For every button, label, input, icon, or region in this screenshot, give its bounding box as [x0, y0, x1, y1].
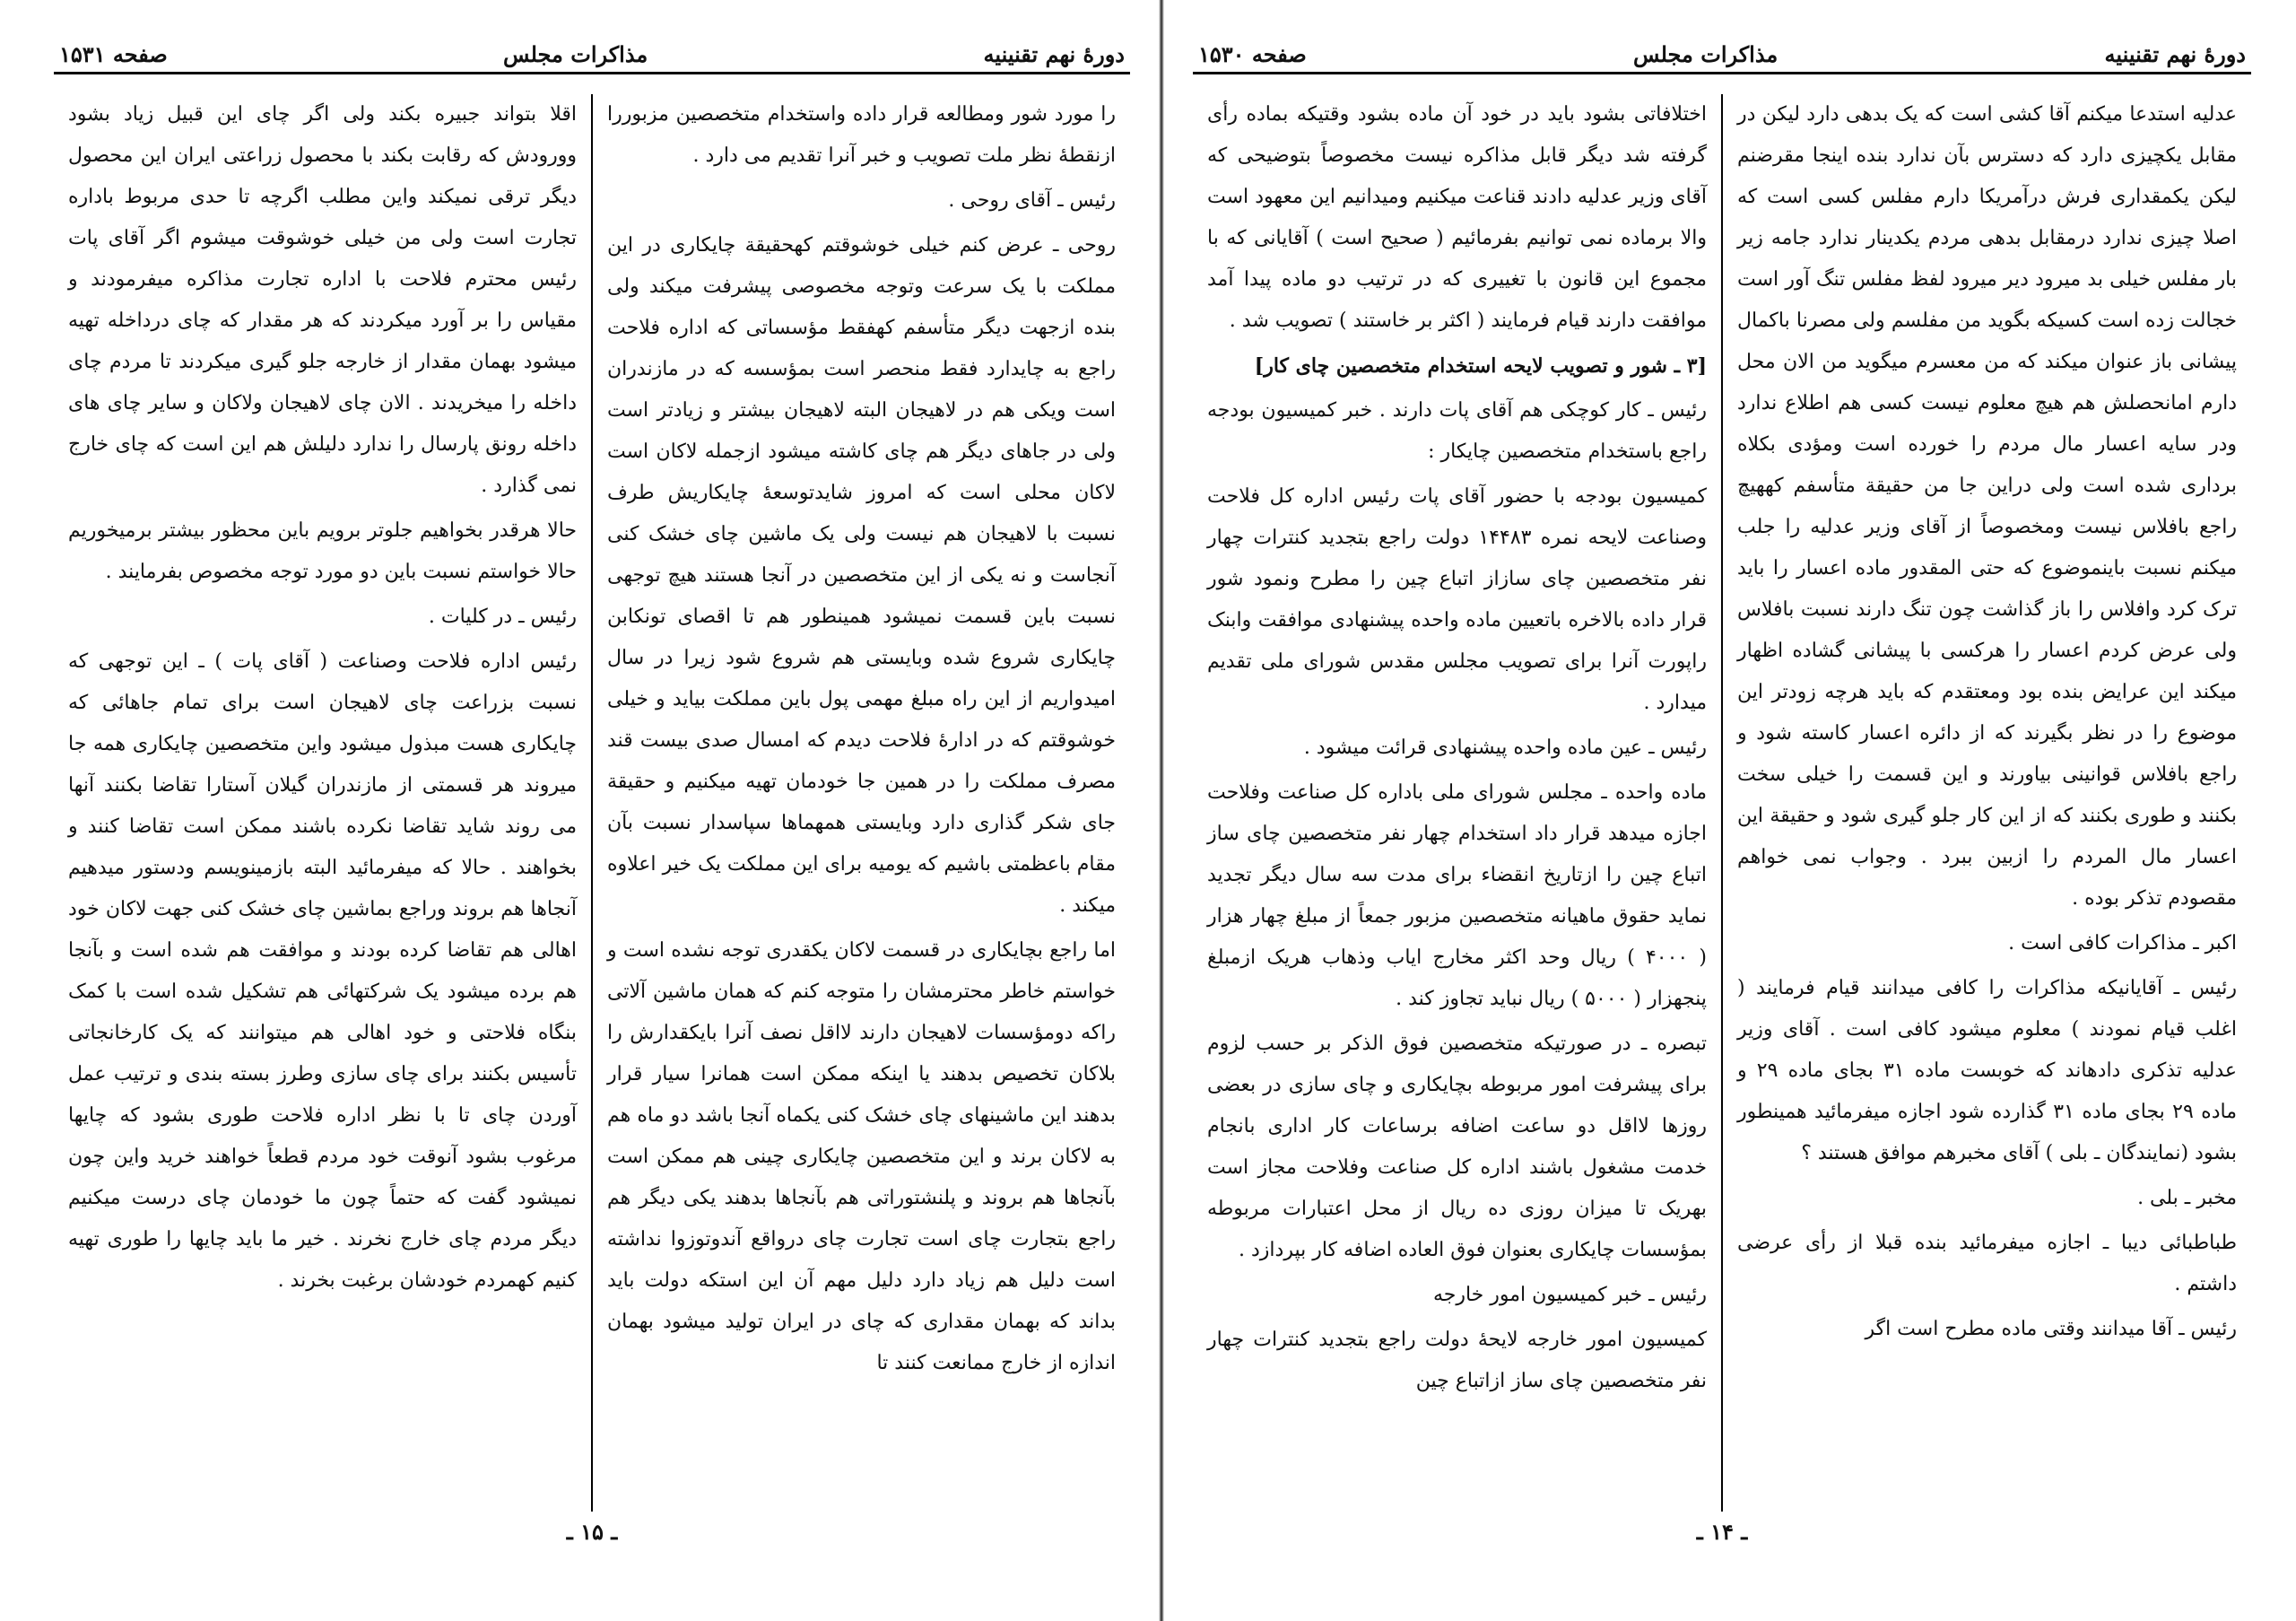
right-page-columns: [1193, 94, 2251, 1512]
left-page-column-left: [54, 94, 593, 1512]
paragraph: رئیس ـ در کلیات .: [428, 606, 577, 628]
paragraph: طباطبائی دیبا ـ اجازه میفرمائید بنده قبلا از رأی عرضی داشتم .: [1737, 1232, 2237, 1295]
paragraph: روحی ـ عرض کنم خیلی خوشوقتم کهحقیقة چایکاری در این مملکت با یک سرعت وتوجه مخصوصی پیشرفت میکند ولی بنده ازجهت دیگر متأسفم کهفقط مؤسساتی که اداره فلاحت راجع به چایدارد فقط منحصر است بمؤسسه که در مازندران است ویکی هم در لاهیجان البته لاهیجان بیشتر و زیادتر است ولی در جاهای دیگر هم چای کاشته میشود ازجمله لاکان است لاکان محلی است که امروز شایدتوسعهٔ چایکاریش طرف نسبت با لاهیجان هم نیست ولی یک ماشین چای خشک کنی آنجاست و نه یکی از این متخصصین در آنجا هستند هیچ توجهی نسبت باین قسمت نمیشود همینطور هم تا اقصای تونکابن چایکاری شروع شده وبایستی هم شروع شود زیرا در سال امیدواریم از این راه مبلغ مهمی پول باین مملکت بیاید و خیلی خوشوقتم که در ادارهٔ فلاحت دیدم که امسال صدی بیست قند مصرف مملکت را در همین جا خودمان تهیه میکنیم و حقیقة جای شکر گذاری دارد وبایستی همهماها سپاسدار نسبت بآن مقام باعظمتی باشیم که یومیه برای این مملکت یک خیر اعلاوه میکند .: [607, 234, 1116, 917]
left-page-header: [54, 36, 1130, 74]
paragraph: کمیسیون بودجه با حضور آقای پات رئیس اداره کل فلاحت وصناعت لایحه نمره ۱۴۴۸۳ دولت راجع بتجدید کنترات چهار نفر متخصصین چای سازاز اتباع چین را مطرح ونمود شور قرار داده بالاخره باتعیین ماده واحده پیشنهادی موافقت وابنک راپورت آنرا برای تصویب مجلس مقدس شورای ملی تقدیم میدارد .: [1207, 485, 1707, 714]
paragraph: اکبر ـ مذاکرات کافی است .: [2008, 932, 2237, 954]
paragraph: اقلا بتواند جبیره بکند ولی اگر چای این قبیل زیاد بشود وورودش که رقابت بکند با محصول زراعتی ایران این محصول دیگر ترقی نمیکند واین مطلب اگرچه تا حدی مربوط باداره تجارت است ولی من خیلی خوشوقت میشوم اگر آقای پات رئیس محترم فلاحت با اداره تجارت مذاکره میفرمودند و مقیاس را بر آورد میکردند که هر مقدار که چای درداخله تهیه میشود بهمان مقدار از خارجه جلو گیری میکردند تا مردم چای داخله را میخریدند . الان چای لاهیجان ولاکان و سایر چای های داخله رونق پارسال را ندارد دلیلش هم این است که چای خارج نمی گذارد .: [68, 103, 578, 497]
paragraph: رئیس ـ عین ماده واحده پیشنهادی قرائت میشود .: [1303, 736, 1707, 759]
paragraph: مخبر ـ بلی .: [2137, 1187, 2237, 1209]
right-page: [1193, 36, 2251, 1588]
paragraph: تبصره ـ در صورتیکه متخصصین فوق الذکر بر حسب لزوم برای پیشرفت امور مربوطه بچایکاری و چای سازی در بعضی روزها لااقل دو ساعت اضافه برساعات کار اداری بانجام خدمت مشغول باشند اداره کل صناعت وفلاحت مجاز است بهریک تا میزان روزی ده ریال از محل اعتبارات مربوطه بمؤسسات چایکاری بعنوان فوق العاده اضافه کار بپردازد .: [1207, 1033, 1707, 1261]
paragraph: رئیس ـ آقا میدانند وقتی ماده مطرح است اگر: [1865, 1318, 2237, 1340]
right-header-page-label: صفحه ۱۵۳۰: [1198, 40, 1307, 67]
paragraph: حالا هرقدر بخواهیم جلوتر برویم باین محظور بیشتر برمیخوریم حالا خواستم نسبت باین دو مورد توجه مخصوص بفرمایند .: [68, 519, 577, 583]
paragraph: عدلیه استدعا میکنم آقا کشی است که یک بدهی دارد لیکن در مقابل یکچیزی دارد که دسترس بآن ندارد بنده اینجا مقرضنم لیکن یکمقداری فرش درآمریکا دارم مفلس کسی است که اصلا چیزی ندارد درمقابل بدهی مردم یکدینار ندارد جامه زیر بار مفلس خیلی بد میرود دیر میرود لفظ مفلس تنگ آور است خجالت زده است کسیکه بگوید من مفلسم ولی مصرنا باکمال پیشانی باز عنوان میکند که من معسرم میگوید من الان محل دارم امانحصلش هم هیچ معلوم نیست کسی هم اطلاع ندارد ودر سایه اعسار مال مردم را خورده است ومؤدی بکلاه برداری شده است ولی دراین جا من حقیقة متأسفم کههیچ راجع بافلاس نیست ومخصوصاً از آقای وزیر عدلیه را جلب میکنم نسبت باینموضوع که حتی المقدور ماده اعسار را باید ترک کرد وافلاس را باز گذاشت چون تنگ دارند نسبت بافلاس ولی عرض کردم اعسار را هرکسی با پیشانی گشاده اظهار میکند این عرایض بنده بود ومعتقدم که باید هرچه زودتر این موضوع را در نظر بگیرند که از دائره اعسار کاسته شود و راجع بافلاس قوانینی بیاورند و این قسمت را خیلی سخت بکنند و طوری بکنند که از این کار جلو گیری شود و حقیقة این اعسار مال المردم را ازبین ببرد . وجواب نمی خواهم مقصودم تذکر بوده .: [1737, 103, 2237, 910]
paragraph: اما راجع بچایکاری در قسمت لاکان یکقدری توجه نشده است و خواستم خاطر محترمشان را متوجه کنم که همان ماشین آلاتی راکه دومؤسسات لاهیجان دارند لااقل نصف آنرا بایکقدارش را بلاکان تخصیص بدهند یا اینکه ممکن است همانرا سیار قرار بدهند این ماشینهای چای خشک کنی یکماه آنجا باشد دو ماه هم به لاکان برند و این متخصصین چایکاری چینی هم ممکن است بآنجاها هم بروند و پلنشتوراتی هم بآنجاها بدهند یکی دیگر هم راجع بتجارت چای است تجارت چای درواقع آندوتوزوا نداشته است دلیل هم زیاد دارد دلیل مهم آن این استکه دولت باید بداند که بهمان مقداری که چای در ایران تولید میشود بهمان اندازه از خارج ممانعت کنند تا: [607, 939, 1116, 1374]
left-header-series: دورهٔ نهم تقنینیه: [983, 40, 1125, 67]
paragraph: کمیسیون امور خارجه لایحهٔ دولت راجع بتجدید کنترات چهار نفر متخصصین چای ساز ازاتباع چین: [1207, 1329, 1707, 1392]
section-heading: [۳ ـ شور و تصویب لایحه استخدام متخصصین چای کار]: [1254, 354, 1707, 378]
paragraph: رئیس ـ خبر کمیسیون امور خارجه: [1432, 1284, 1707, 1306]
right-header-title: مذاکرات مجلس: [1632, 40, 1779, 67]
left-page: [54, 36, 1130, 1588]
paragraph: اختلافاتی بشود باید در خود آن ماده بشود وقتیکه بماده رأی گرفته شد دیگر قابل مذاکره نیست مخصوصاً بتوضیحی که آقای وزیر عدلیه دادند قناعت میکنیم ومیدانیم این معهود است والا برماده نمی توانیم بفرمائیم ( صحیح است ) آقایانی که با مجموع این قانون با تغییری که در ترتیب دو ماده پیدا آمد موافقت دارند قیام فرمایند ( اکثر بر خاستند ) تصویب شد .: [1207, 103, 1707, 332]
paragraph: رئیس ـ آقای روحی .: [948, 189, 1116, 212]
right-page-column-left: [1193, 94, 1723, 1512]
book-gutter: [1159, 0, 1164, 1621]
left-header-title: مذاکرات مجلس: [502, 40, 648, 67]
paragraph: رئیس اداره فلاحت وصناعت ( آقای پات ) ـ این توجهی که نسبت بزراعت چای لاهیجان است برای تمام جاهائی که چایکاری هست مبذول میشود واین متخصصین چایکاری همه جا میروند هر قسمتی از مازندران گیلان آستارا تقاضا بکنند آنها می روند شاید تقاضا نکرده باشند ممکن است تقاضا کنند و بخواهند . حالا که میفرمائید البته بازمینویسم ودستور میدهیم آنجاها هم بروند وراجع بماشین چای خشک کنی جهت لاکان خود اهالی هم تقاضا کرده بودند و موافقت هم شده است و بآنجا هم برده میشود یک شرکتهائی هم تشکیل شده است با کمک بنگاه فلاحتی و خود اهالی هم میتوانند که یک کارخانجاتی تأسیس بکنند برای چای سازی وطرز بسته بندی و ترتیب عمل آوردن چای تا با نظر اداره فلاحت طوری بشود که چایها مرغوب بشود آنوقت خود مردم قطعاً خواهند خرید واین چون نمیشود گفت که حتماً چون ما خودمان چای درست میکنیم دیگر مردم چای خارج نخرند . خیر ما باید چایها را طوری تهیه کنیم کهمردم خودشان برغبت بخرند .: [68, 650, 578, 1292]
right-page-number: ـ ۱۴ ـ: [1696, 1519, 1748, 1545]
right-page-column-right: [1723, 94, 2251, 1512]
right-page-header: [1193, 36, 2251, 74]
left-page-column-right: [593, 94, 1130, 1512]
paragraph: را مورد شور ومطالعه قرار داده واستخدام متخصصین مزبوررا ازنقطهٔ نظر ملت تصویب و خبر آنرا تقدیم می دارد .: [607, 103, 1116, 167]
paragraph: ماده واحده ـ مجلس شورای ملی باداره کل صناعت وفلاحت اجازه میدهد قرار داد استخدام چهار نفر متخصصین چای ساز اتباع چین را ازتاریخ انقضاء برای مدت سه سال دیگر تجدید نماید حقوق ماهیانه متخصصین مزبور جمعاً از مبلغ چهار هزار ( ۴۰۰۰ ) ریال وحد اکثر مخارج ایاب وذهاب هریک ازمبلغ پنجهزار ( ۵۰۰۰ ) ریال نباید تجاوز کند .: [1207, 781, 1708, 1010]
left-header-page-label: صفحه ۱۵۳۱: [59, 40, 168, 67]
left-page-columns: [54, 94, 1130, 1512]
paragraph: رئیس ـ کار کوچکی هم آقای پات دارند . خبر کمیسیون بودجه راجع باستخدام متخصصین چایکار :: [1207, 399, 1707, 463]
right-header-series: دورهٔ نهم تقنینیه: [2104, 40, 2246, 67]
left-page-number: ـ ۱۵ ـ: [566, 1519, 618, 1545]
paragraph: رئیس ـ آقایانیکه مذاکرات را کافی میدانند قیام فرمایند ( اغلب قیام نمودند ) معلوم میشود کافی است . آقای وزیر عدلیه تذکری دادهاند که خوبست ماده ۳۱ بجای ماده ۲۹ و ماده ۲۹ بجای ماده ۳۱ گذارده شود اجازه میفرمائید همینطور بشود (نمایندگان ـ بلی ) آقای مخبرهم موافق هستند ؟: [1737, 977, 2237, 1164]
